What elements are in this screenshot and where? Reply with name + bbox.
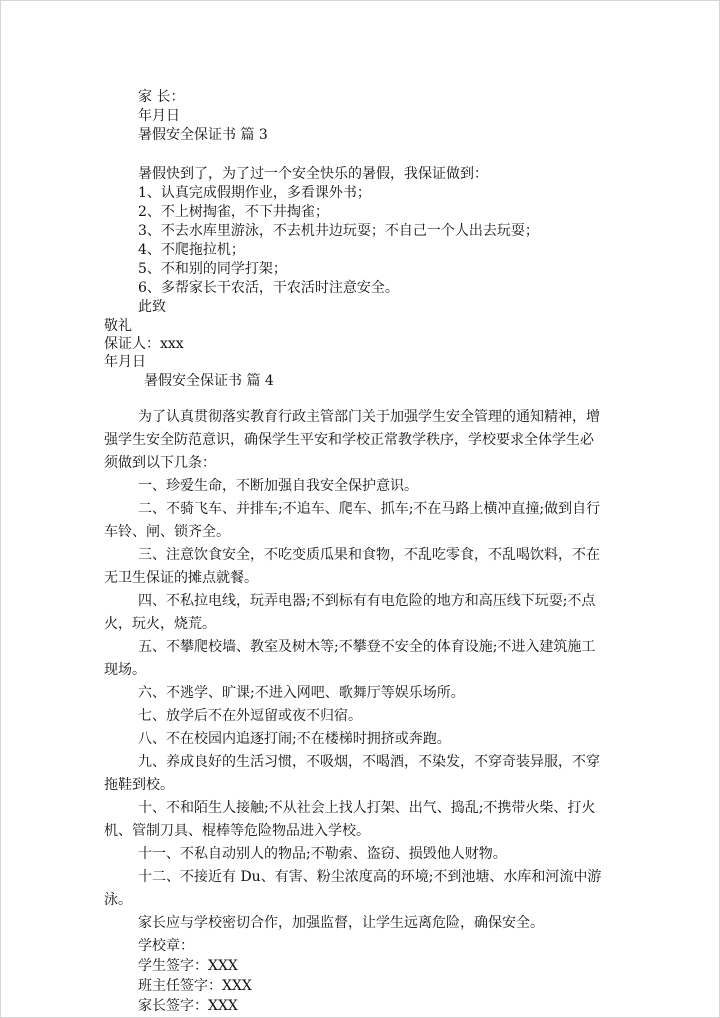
rule-line: 六、不逃学、旷课;不进入网吧、歌舞厅等娱乐场所。 (138, 685, 465, 701)
parent-note: 家长应与学校密切合作，加强监督，让学生远离危险，确保安全。 (138, 915, 544, 931)
rule-line: 十一、不私自动别人的物品;不勒索、盗窃、损毁他人财物。 (138, 846, 507, 862)
rule-line: 一、珍爱生命，不断加强自我安全保护意识。 (138, 478, 418, 494)
section-3-title: 暑假安全保证书 篇 3 (138, 127, 268, 143)
section-4-intro-line: 须做到以下几条： (104, 455, 216, 471)
rule-line: 七、放学后不在外逗留或夜不归宿。 (138, 708, 362, 724)
school-seal: 学校章： (138, 938, 194, 954)
rule-line: 无卫生保证的摊点就餐。 (104, 570, 258, 586)
student-signature: 学生签字：XXX (138, 958, 238, 974)
rule-line: 十、不和陌生人接触;不从社会上找人打架、出气、捣乱;不携带火柴、打火 (138, 800, 596, 816)
rule-line: 三、注意饮食安全，不吃变质瓜果和食物，不乱吃零食，不乱喝饮料，不在 (138, 547, 600, 563)
section-4-intro-line: 为了认真贯彻落实教育行政主管部门关于加强学生安全管理的通知精神，增 (138, 409, 600, 425)
guarantor: 保证人：xxx (104, 336, 184, 352)
section-3-item: 6、多帮家长干农活，干农活时注意安全。 (138, 280, 399, 296)
rule-line: 现场。 (104, 662, 146, 678)
rule-line: 五、不攀爬校墙、教室及树木等;不攀登不安全的体育设施;不进入建筑施工 (138, 639, 596, 655)
rule-line: 十二、不接近有 Du、有害、粉尘浓度高的环境;不到池塘、水库和河流中游 (138, 869, 602, 885)
rule-line: 九、养成良好的生活习惯，不吸烟，不喝酒，不染发，不穿奇装异服，不穿 (138, 754, 600, 770)
parent-label: 家 长： (138, 89, 185, 105)
rule-line: 火，玩火，烧荒。 (104, 616, 216, 632)
closing-phrase: 此致 (138, 299, 166, 315)
rule-line: 拖鞋到校。 (104, 777, 174, 793)
section-3-item: 1、认真完成假期作业，多看课外书； (138, 185, 371, 201)
section-4-intro-line: 强学生安全防范意识，确保学生平安和学校正常教学秩序，学校要求全体学生必 (104, 432, 594, 448)
rule-line: 泳。 (104, 892, 132, 908)
date-label: 年月日 (138, 108, 180, 124)
salute: 敬礼 (104, 318, 132, 334)
section-4-title: 暑假安全保证书 篇 4 (144, 373, 274, 389)
teacher-signature: 班主任签字：XXX (138, 978, 252, 994)
rule-line: 四、不私拉电线，玩弄电器;不到标有有电危险的地方和高压线下玩耍;不点 (138, 593, 596, 609)
rule-line: 机、管制刀具、棍棒等危险物品进入学校。 (104, 823, 370, 839)
rule-line: 八、不在校园内追逐打闹;不在楼梯时拥挤或奔跑。 (138, 731, 451, 747)
rule-line: 车铃、闸、锁齐全。 (104, 524, 230, 540)
rule-line: 二、不骑飞车、并排车;不追车、爬车、抓车;不在马路上横冲直撞;做到自行 (138, 501, 601, 517)
section-3-date: 年月日 (104, 354, 146, 370)
section-3-item: 2、不上树掏雀，不下井掏雀； (138, 204, 329, 220)
section-3-item: 4、不爬拖拉机； (138, 242, 245, 258)
section-3-intro: 暑假快到了，为了过一个安全快乐的暑假，我保证做到： (138, 166, 488, 182)
section-3-item: 5、不和别的同学打架； (138, 261, 287, 277)
parent-signature: 家长签字：XXX (138, 998, 238, 1014)
section-3-item: 3、不去水库里游泳，不去机井边玩耍；不自己一个人出去玩耍； (138, 223, 539, 239)
